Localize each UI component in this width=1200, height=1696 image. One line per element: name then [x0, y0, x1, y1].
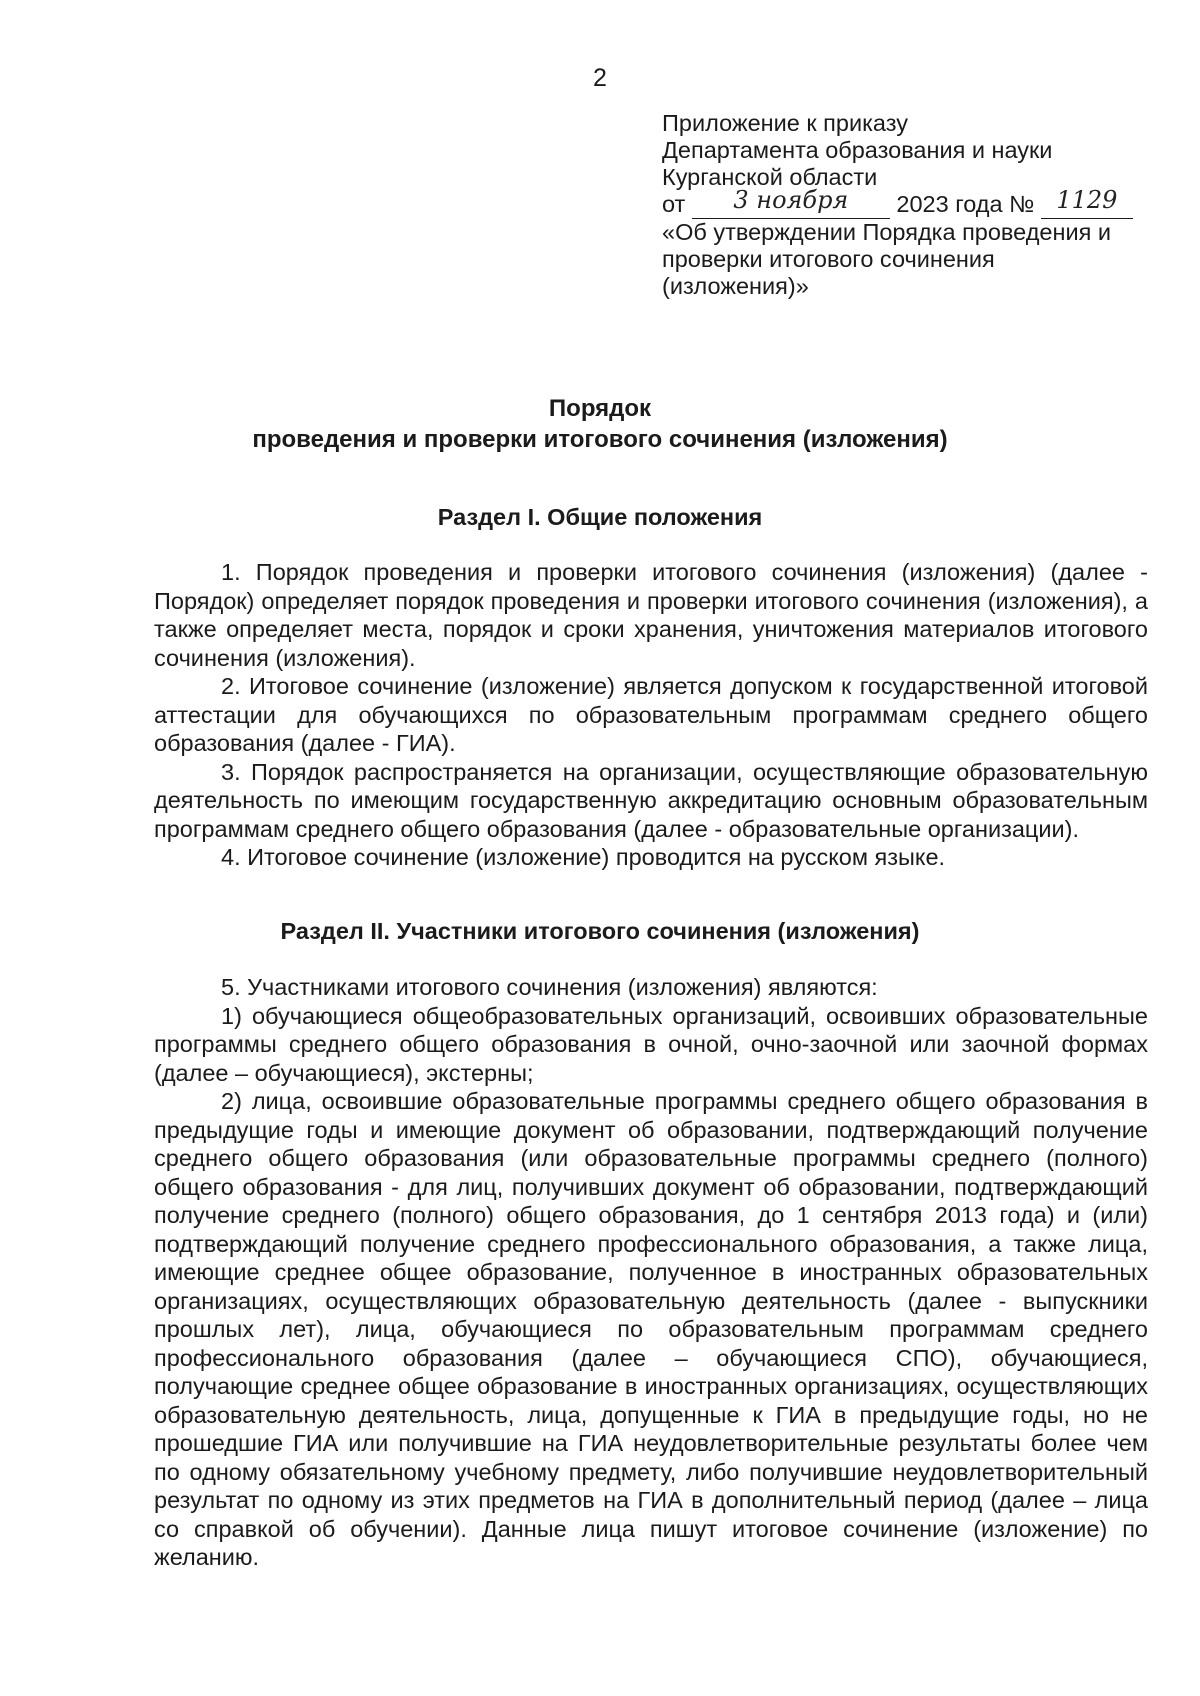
appendix-line-6: проверки итогового сочинения — [662, 246, 995, 272]
date-prefix: от — [662, 191, 686, 217]
appendix-date-line — [662, 186, 1162, 219]
paragraph-4: 4. Итоговое сочинение (изложение) проводится на русском языке. — [221, 844, 946, 870]
appendix-line-1: Приложение к приказу — [662, 110, 908, 136]
handwritten-date: 3 ноября — [692, 191, 890, 219]
paragraph-5: 5. Участниками итогового сочинения (изложения) являются: — [221, 974, 878, 1000]
section-1-body — [154, 558, 1148, 872]
paragraph-1: 1. Порядок проведения и проверки итогового сочинения (изложения) (далее - Порядок) определяет порядок проведения и проверки итогового сочинения (изложения), а также определяет места, порядок и сроки хранения, уничтожения материалов итогового сочинения (изложения). — [154, 559, 1148, 671]
document-title — [0, 393, 1200, 455]
paragraph-2: 2. Итоговое сочинение (изложение) является допуском к государственной итоговой аттестации для обучающихся по образовательным программам среднего общего образования (далее - ГИА). — [154, 673, 1148, 756]
appendix-line-2: Департамента образования и науки — [662, 137, 1053, 163]
section-2-body — [154, 973, 1148, 1572]
year-text: 2023 года № — [896, 191, 1035, 217]
paragraph-3: 3. Порядок распространяется на организации, осуществляющие образовательную деятельность по имеющим государственную аккредитацию основным образовательным программам среднего общего образования (далее - образовательные организации). — [154, 758, 1148, 842]
paragraph-5-1: 1) обучающиеся общеобразовательных организаций, освоивших образовательные программы среднего общего образования в очной, очно-заочной или заочной формах (далее – обучающиеся), экстерны; — [154, 1002, 1148, 1086]
title-line-1: Порядок — [548, 395, 652, 422]
section-2-heading: Раздел II. Участники итогового сочинения (изложения) — [280, 918, 920, 944]
appendix-line-7: (изложения)» — [662, 273, 809, 299]
paragraph-5-2: 2) лица, освоившие образовательные программы среднего общего образования в предыдущие годы и имеющие документ об образовании, подтверждающий получение среднего общего образования (или образовательные программы среднего (полного) общего образования - для лиц, получивших документ об образовании, подтверждающий получение среднего (полного) общего образования, до 1 сентября 2013 года) и (или) подтверждающий получение среднего профессионального образования, а также лица, имеющие среднее общее образование, полученное в иностранных образовательных организациях, осуществляющих образовательную деятельность (далее - выпускники прошлых лет), лица, обучающиеся по образовательным программам среднего профессионального образования (далее – обучающиеся СПО), обучающиеся, получающие среднее общее образование в иностранных организациях, осуществляющих образовательную деятельность, лица, допущенные к ГИА в предыдущие годы, но не прошедшие ГИА или получившие на ГИА неудовлетворительные результаты более чем по одному обязательному учебному предмету, либо получившие неудовлетворительный результат по одному из этих предметов на ГИА в дополнительный период (далее – лица со справкой об обучении). Данные лица пишут итоговое сочинение (изложение) по желанию. — [154, 1088, 1148, 1570]
page-number: 2 — [593, 64, 607, 92]
handwritten-number: 1129 — [1041, 191, 1133, 219]
title-line-2: проведения и проверки итогового сочинения (изложения) — [252, 426, 948, 453]
appendix-line-3: Курганской области — [662, 164, 878, 190]
appendix-header — [662, 110, 1162, 300]
appendix-line-5: «Об утверждении Порядка проведения и — [662, 219, 1111, 245]
section-1-heading: Раздел I. Общие положения — [437, 504, 763, 530]
